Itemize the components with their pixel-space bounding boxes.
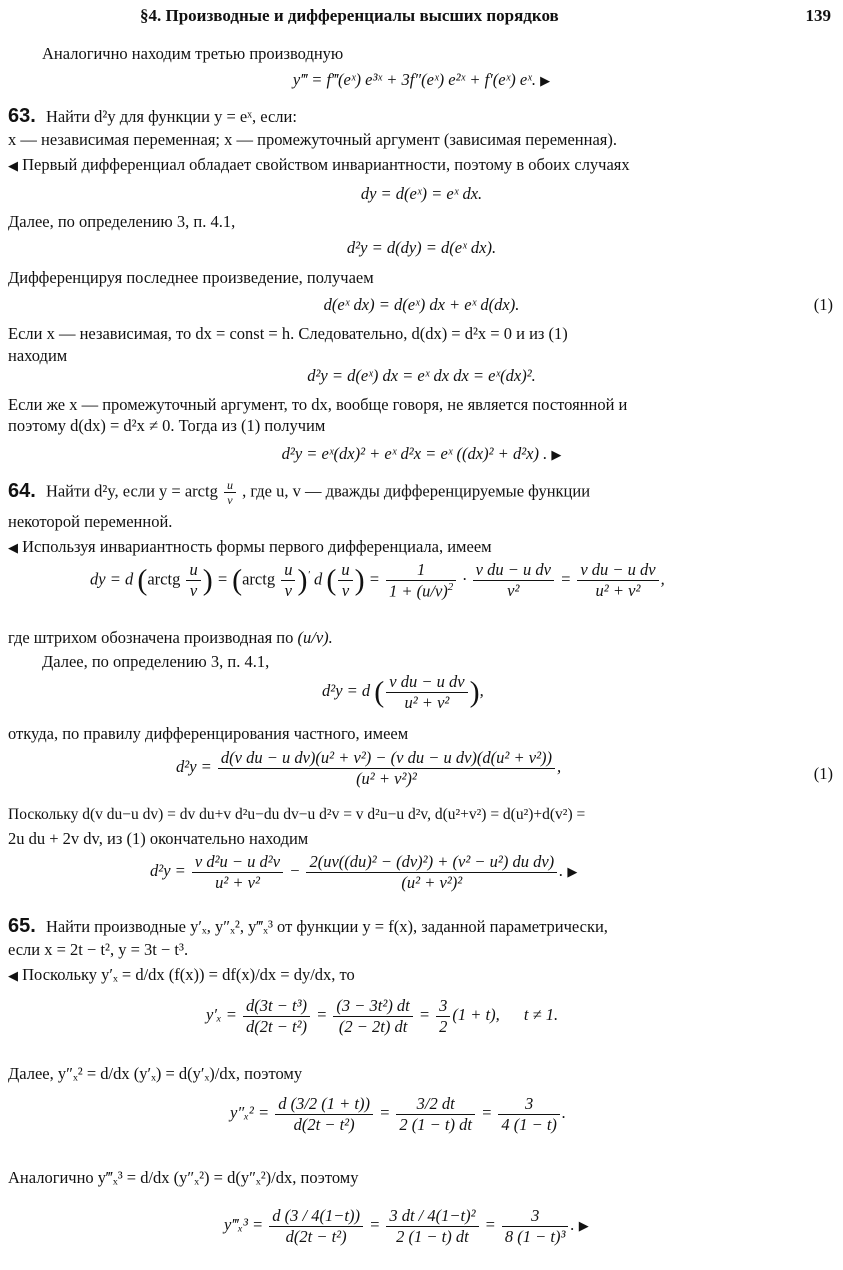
text-line: где штрихом обозначена производная по (u/v). [8,628,333,647]
problem-number: 65. [8,915,36,937]
formula: d²y = d(eˣ) dx = eˣ dx dx = eˣ(dx)². [307,366,536,385]
fraction: $\frac{3}{2}$ [436,996,450,1037]
formula: d(eˣ dx) = d(eˣ) dx + eˣ d(dx). [323,295,520,314]
running-header [0,6,843,28]
fraction: $\frac{1}{1 + (u/v)^2}$ [386,560,456,601]
end-marker-icon: ▶ [540,73,551,88]
formula-d2y: d²y = d ( $\frac{\text{v du − u dv}}{\text{u² + v²}}$ ), [322,672,484,712]
fraction: $\frac{3}{4 (1 - t)}$ [498,1094,560,1135]
text-line: Если x — независимая, то dx = const = h. Следовательно, d(dx) = d²x = 0 и из (1) [8,324,568,343]
text-line: если x = 2t − t², y = 3t − t³. [8,940,189,959]
fraction: $\frac{u}{v}$ [186,560,200,601]
text-line: x — независимая переменная; x — промежуточный аргумент (зависимая переменная). [8,130,617,149]
fraction: $\frac{u}{v}$ [338,560,352,601]
formula-quotient: d²y = $\frac{\text{d(v du − u dv)(u² + v²) − (v du − u dv)(d(u² + v²))}}{\text{(u² + v²)²}}$ , [176,748,562,788]
problem-number: 64. [8,479,36,502]
equation-number: (1) [813,764,833,783]
text-line: находим [8,346,68,365]
text-line: Далее, по определению 3, п. 4.1, [42,652,270,671]
text-line: откуда, по правилу дифференцирования частного, имеем [8,724,409,743]
fraction: $\frac{d (3 / 4(1-t))}{\text{d(2t − t²)}}$ [269,1206,363,1247]
start-marker-icon: ◀ [8,540,18,555]
text-line: Далее, y″ₓ² = d/dx (y′ₓ) = d(y′ₓ)/dx, поэтому [8,1064,303,1083]
fraction: $\frac{u}{v}$ [224,478,236,508]
section-title: §4. Производные и дифференциалы высших порядков [140,6,559,25]
start-marker-icon: ◀ [8,158,18,173]
problem-number: 63. [8,105,36,127]
text-line: Аналогично находим третью производную [42,44,344,63]
fraction: $\frac{\text{d(3t − t³)}}{\text{d(2t − t²)}}$ [243,996,310,1037]
formula-dy-arctg: dy = d (arctg $\frac{u}{v}$ ) = (arctg $\frac{u}{v}$ )′ d ( $\frac{u}{v}$ ) = $\frac{1}{1 + (u/v)^2}$ · $\frac{\text{v du − u dv}}{\text{v²}}$ = $\frac{\text{v du − u dv}}{\text{u² + v²}}$ , [90,560,665,601]
formula: d²y = eˣ(dx)² + eˣ d²x = eˣ ((dx)² + d²x) . ▶ [281,444,562,463]
fraction: $\frac{\text{v du − u dv}}{\text{v²}}$ [473,560,554,601]
text-line: Если же x — промежуточный аргумент, то dx, вообще говоря, не является постоянной и [8,395,628,414]
fraction: $\frac{3}{\text{8 (1 − t)³}}$ [502,1206,569,1247]
formula-third-derivative-param: y‴ₓ³ = $\frac{d (3 / 4(1-t))}{\text{d(2t − t²)}}$ = $\frac{\text{3 dt / 4(1−t)²}}{2 (1 - t) dt}$ = $\frac{3}{\text{8 (1 − t)³}}$ . ▶ [224,1206,589,1246]
formula: dy = d(eˣ) = eˣ dx. [360,184,483,203]
start-marker-icon: ◀ [8,968,18,983]
end-marker-icon: ▶ [567,864,578,880]
page-number: 139 [805,6,831,25]
text-line: Далее, по определению 3, п. 4.1, [8,212,236,231]
fraction: $\frac{\text{d(v du − u dv)(u² + v²) − (v du − u dv)(d(u² + v²))}}{\text{(u² + v²)²}}$ [218,748,555,789]
problem-63-statement: 63. Найти d²y для функции y = eˣ, если: [8,105,297,127]
fraction: $\frac{\text{2(uv((du)² − (dv)²) + (v² − u²) du dv)}}{\text{(u² + v²)²}}$ [306,852,557,893]
text-line: некоторой переменной. [8,512,173,531]
text-line: Дифференцируя последнее произведение, получаем [8,268,374,287]
fraction: $\frac{u}{v}$ [281,560,295,601]
formula: d²y = d(dy) = d(eˣ dx). [346,238,497,257]
formula-first-derivative: y′ₓ = $\frac{\text{d(3t − t³)}}{\text{d(2t − t²)}}$ = $\frac{\text{(3 − 3t²) dt}}{(2 - 2t) dt}$ = $\frac{3}{2}$ (1 + t), t ≠ 1. [206,996,559,1036]
end-marker-icon: ▶ [578,1218,589,1234]
fraction: $\frac{\text{(3 − 3t²) dt}}{(2 - 2t) dt}$ [333,996,412,1037]
fraction: $\frac{\text{v d²u − u d²v}}{\text{u² + v²}}$ [192,852,283,893]
text-line: Поскольку d(v du−u dv) = dv du+v d²u−du dv−u d²v = v d²u−u d²v, d(u²+v²) = d(u²)+d(v²) = [8,806,586,823]
fraction: $\frac{3/2 dt}{2 (1 - t) dt}$ [396,1094,475,1135]
problem-65-statement: 65. Найти производные y′ₓ, y″ₓ², y‴ₓ³ от функции y = f(x), заданной параметрически, [8,915,608,937]
fraction: $\frac{\text{v du − u dv}}{\text{u² + v²}}$ [577,560,658,601]
fraction: $\frac{\text{3 dt / 4(1−t)²}}{2 (1 - t) dt}$ [386,1206,478,1247]
text-line: поэтому d(dx) = d²x ≠ 0. Тогда из (1) получим [8,416,326,435]
fraction: $\frac{d (3/2 (1 + t))}{\text{d(2t − t²)}}$ [275,1094,373,1135]
problem-64-statement: 64. Найти d²y, если y = arctg $\frac{u}{v}$ , где u, v — дважды дифференцируемые функции [8,478,591,508]
solution-start: ◀ Первый дифференциал обладает свойством инвариантности, поэтому в обоих случаях [8,155,630,174]
text-line: 2u du + 2v dv, из (1) окончательно находим [8,829,309,848]
solution-start: ◀ Используя инвариантность формы первого дифференциала, имеем [8,537,492,556]
solution-start: ◀ Поскольку y′ₓ = d/dx (f(x)) = df(x)/dx = dy/dx, то [8,965,355,984]
formula-third-derivative: y‴ = f‴(eˣ) e³ˣ + 3f″(eˣ) e²ˣ + f′(eˣ) eˣ. ▶ [292,70,551,89]
formula-second-derivative: y″ₓ² = $\frac{d (3/2 (1 + t))}{\text{d(2t − t²)}}$ = $\frac{3/2 dt}{2 (1 - t) dt}$ = $\frac{3}{4 (1 - t)}$ . [230,1094,567,1134]
fraction: $\frac{\text{v du − u dv}}{\text{u² + v²}}$ [386,672,467,713]
text-line: Аналогично y‴ₓ³ = d/dx (y″ₓ²) = d(y″ₓ²)/dx, поэтому [8,1168,359,1187]
equation-number: (1) [813,295,833,314]
end-marker-icon: ▶ [551,447,562,462]
formula-final-d2y: d²y = $\frac{\text{v d²u − u d²v}}{\text{u² + v²}}$ − $\frac{\text{2(uv((du)² − (dv)²) + (v² − u²) du dv)}}{\text{(u² + v²)²}}$ . ▶ [150,852,578,892]
